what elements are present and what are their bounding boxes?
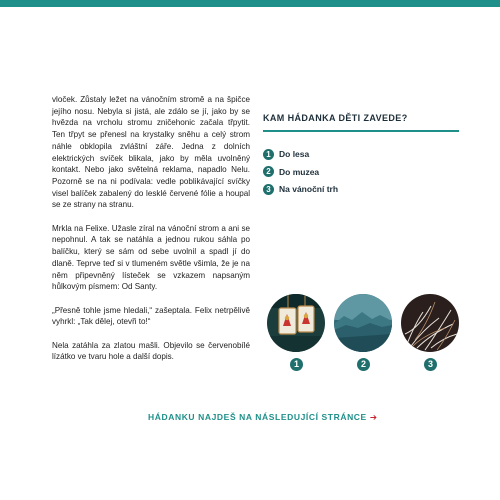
quiz-options xyxy=(263,148,459,196)
story-paragraph: Nela zatáhla za zlatou mašli. Objevilo se červenobílé lízátko ve tvaru hole a další dopis. xyxy=(52,340,250,362)
footer-hint xyxy=(148,412,378,423)
story-text xyxy=(52,94,250,375)
quiz-divider xyxy=(263,130,459,132)
top-accent-bar xyxy=(0,0,500,7)
image-number-badge: 1 xyxy=(290,358,303,371)
footer-text: HÁDANKU NAJDEŠ NA NÁSLEDUJÍCÍ STRÁNCE xyxy=(148,412,367,422)
option-label: Do lesa xyxy=(279,149,310,160)
snowy-grass-image[interactable] xyxy=(401,294,459,352)
story-paragraph: Mrkla na Felixe. Užasle zíral na vánoční strom a ani se nepohnul. A tak se natáhla a jednou rukou sáhla po balíčku, který se sám od sebe uvolnil a spadl jí do dlaně. Teprve teď si v tlumeném světle všimla, že je na něm připevněný lísteček se vzkazem napsaným hůlkovým písmem: Od Santy. xyxy=(52,223,250,292)
option-number-badge: 3 xyxy=(263,184,274,195)
quiz-panel xyxy=(263,113,459,201)
option-label: Na vánoční trh xyxy=(279,184,339,195)
quiz-option-1[interactable] xyxy=(263,148,459,161)
quiz-option-3[interactable] xyxy=(263,183,459,196)
story-paragraph: vloček. Zůstaly ležet na vánočním stromě a na špičce jejího nosu. Nebyla si jistá, ale zdálo se jí, jako by se hvězda na vrcholu stromu zničehonic začala třpytit. Ten třpyt se přenesl na krystalky sněhu a celý strom náhle obklopila zvláštní záře. Jedna z dolních elektrických svíček blikala, jako by měla uvolněný kontakt. Nebo jako světelná reklama, napadlo Nelu. Pozorně se na ni podívala: vedle poblikávající svíčky visel balíček zabalený do lesklé červené fólie a houpal se ze strany na stranu. xyxy=(52,95,250,210)
arrow-right-icon: ➔ xyxy=(369,412,378,422)
quiz-title: KAM HÁDANKA DĚTI ZAVEDE? xyxy=(263,113,408,123)
option-number-badge: 2 xyxy=(263,166,274,177)
mountain-landscape-image[interactable] xyxy=(334,294,392,352)
image-number-badge: 3 xyxy=(424,358,437,371)
quiz-option-2[interactable] xyxy=(263,166,459,179)
hanging-ornaments-image[interactable] xyxy=(267,294,325,352)
story-paragraph: „Přesně tohle jsme hledali,“ zašeptala. Felix netrpělivě vyhrkl: „Tak dělej, otevři to!“ xyxy=(52,305,250,327)
option-number-badge: 1 xyxy=(263,149,274,160)
image-number-badge: 2 xyxy=(357,358,370,371)
option-label: Do muzea xyxy=(279,166,320,177)
